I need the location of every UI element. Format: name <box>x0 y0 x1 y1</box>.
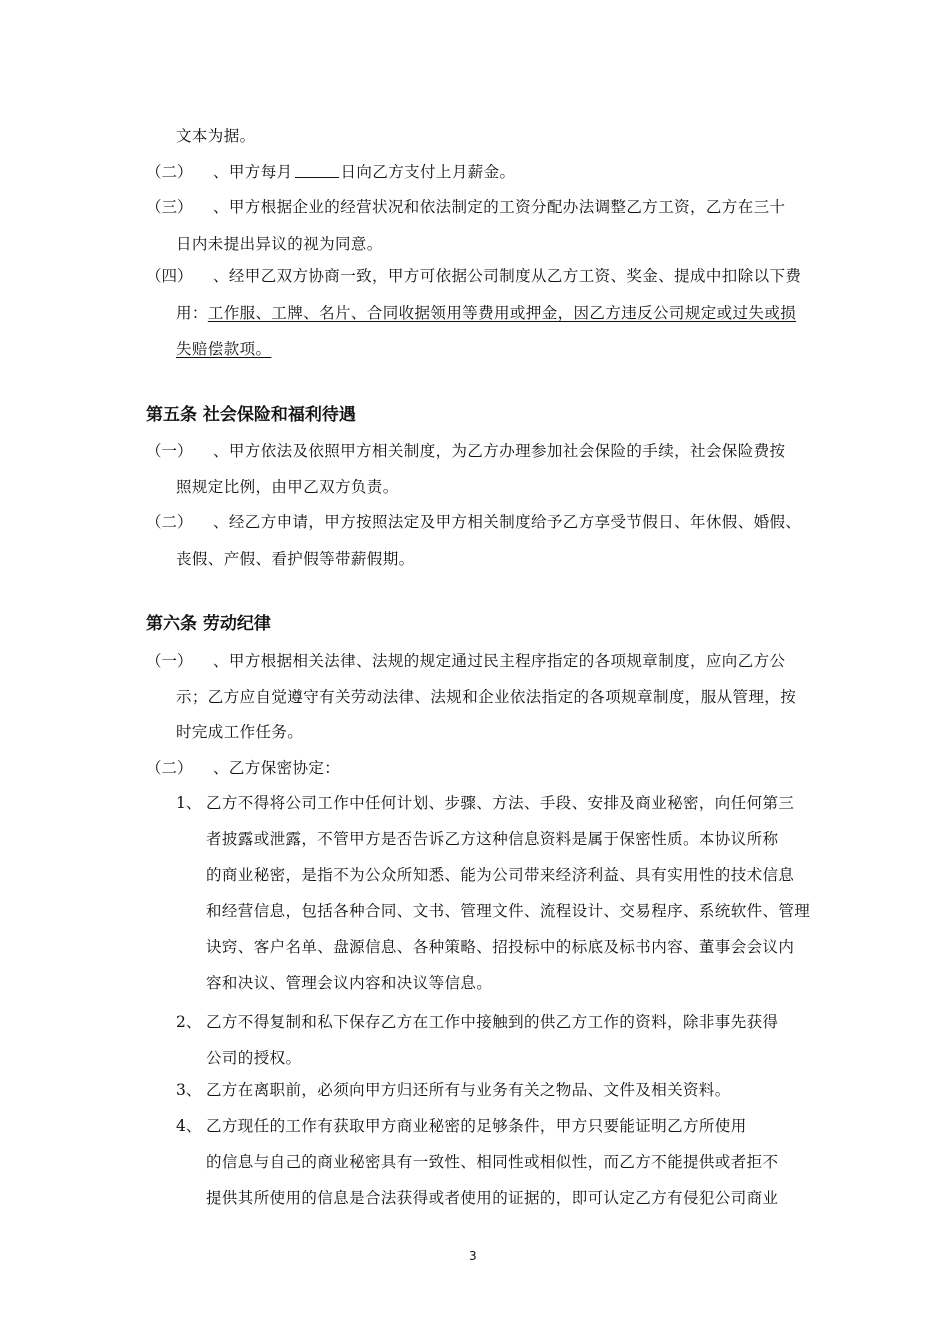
paragraph-line: 和经营信息，包括各种合同、文书、管理文件、流程设计、交易程序、系统软件、管理 <box>206 902 811 920</box>
paragraph-text: 用： <box>176 304 208 322</box>
paragraph-line <box>213 162 515 182</box>
paragraph-line: 诀窍、客户名单、盘源信息、各种策略、招投标中的标底及标书内容、董事会会议内 <box>206 938 795 956</box>
paragraph-line: 示；乙方应自觉遵守有关劳动法律、法规和企业依法指定的各项规章制度，服从管理，按 <box>176 688 797 706</box>
paragraph-line <box>176 303 796 323</box>
paragraph-line: 、经乙方申请，甲方按照法定及甲方相关制度给予乙方享受节假日、年休假、婚假、 <box>213 513 802 531</box>
paragraph-line: 、乙方保密协定： <box>213 759 341 777</box>
paragraph-text: 日向乙方支付上月薪金。 <box>340 163 516 181</box>
article-heading: 第五条 社会保险和福利待遇 <box>146 405 356 425</box>
underlined-text: 工作服、工牌、名片、合同收据领用等费用或押金，因乙方违反公司规定或过失或损 <box>207 304 797 322</box>
subitem-number: 3、 <box>176 1081 202 1099</box>
item-number: （二） <box>146 759 193 777</box>
paragraph-line: 丧假、产假、看护假等带薪假期。 <box>176 550 415 568</box>
subitem-number: 1、 <box>176 794 202 812</box>
paragraph-line: 乙方在离职前，必须向甲方归还所有与业务有关之物品、文件及相关资料。 <box>206 1081 731 1099</box>
paragraph-line: 、甲方根据相关法律、法规的规定通过民主程序指定的各项规章制度，应向乙方公 <box>213 652 786 670</box>
paragraph-line: 、甲方根据企业的经营状况和依法制定的工资分配办法调整乙方工资，乙方在三十 <box>213 198 786 216</box>
item-number: （一） <box>146 652 193 670</box>
article-heading: 第六条 劳动纪律 <box>146 614 271 634</box>
item-number: （三） <box>146 198 193 216</box>
subitem-number: 2、 <box>176 1013 202 1031</box>
paragraph-line: 照规定比例，由甲乙双方负责。 <box>176 478 399 496</box>
item-number: （一） <box>146 442 193 460</box>
subitem-number: 4、 <box>176 1117 202 1135</box>
blank-field <box>295 163 339 178</box>
item-number: （四） <box>146 267 193 285</box>
paragraph-line: 提供其所使用的信息是合法获得或者使用的证据的，即可认定乙方有侵犯公司商业 <box>206 1189 779 1207</box>
page-number: 3 <box>469 1249 477 1263</box>
underlined-text: 失赔偿款项。 <box>176 340 272 358</box>
item-number: （二） <box>146 163 193 181</box>
paragraph-line: 文本为据。 <box>176 127 256 145</box>
paragraph-line: 乙方不得将公司工作中任何计划、步骤、方法、手段、安排及商业秘密，向任何第三 <box>206 794 795 812</box>
paragraph-line: 者披露或泄露，不管甲方是否告诉乙方这种信息资料是属于保密性质。本协议所称 <box>206 830 779 848</box>
paragraph-line: 的商业秘密，是指不为公众所知悉、能为公司带来经济利益、具有实用性的技术信息 <box>206 866 795 884</box>
paragraph-line: 公司的授权。 <box>206 1049 302 1067</box>
paragraph-line: 乙方不得复制和私下保存乙方在工作中接触到的供乙方工作的资料，除非事先获得 <box>206 1013 779 1031</box>
paragraph-line: 、经甲乙双方协商一致，甲方可依据公司制度从乙方工资、奖金、提成中扣除以下费 <box>213 267 802 285</box>
paragraph-line: 时完成工作任务。 <box>176 723 304 741</box>
paragraph-text: 、甲方每月 <box>213 163 293 181</box>
item-number: （二） <box>146 513 193 531</box>
paragraph-line: 、甲方依法及依照甲方相关制度，为乙方办理参加社会保险的手续，社会保险费按 <box>213 442 786 460</box>
paragraph-line: 容和决议、管理会议内容和决议等信息。 <box>206 974 493 992</box>
paragraph-line: 的信息与自己的商业秘密具有一致性、相同性或相似性，而乙方不能提供或者拒不 <box>206 1153 779 1171</box>
paragraph-line: 日内未提出异议的视为同意。 <box>176 235 383 253</box>
paragraph-line: 乙方现任的工作有获取甲方商业秘密的足够条件，甲方只要能证明乙方所使用 <box>206 1117 747 1135</box>
